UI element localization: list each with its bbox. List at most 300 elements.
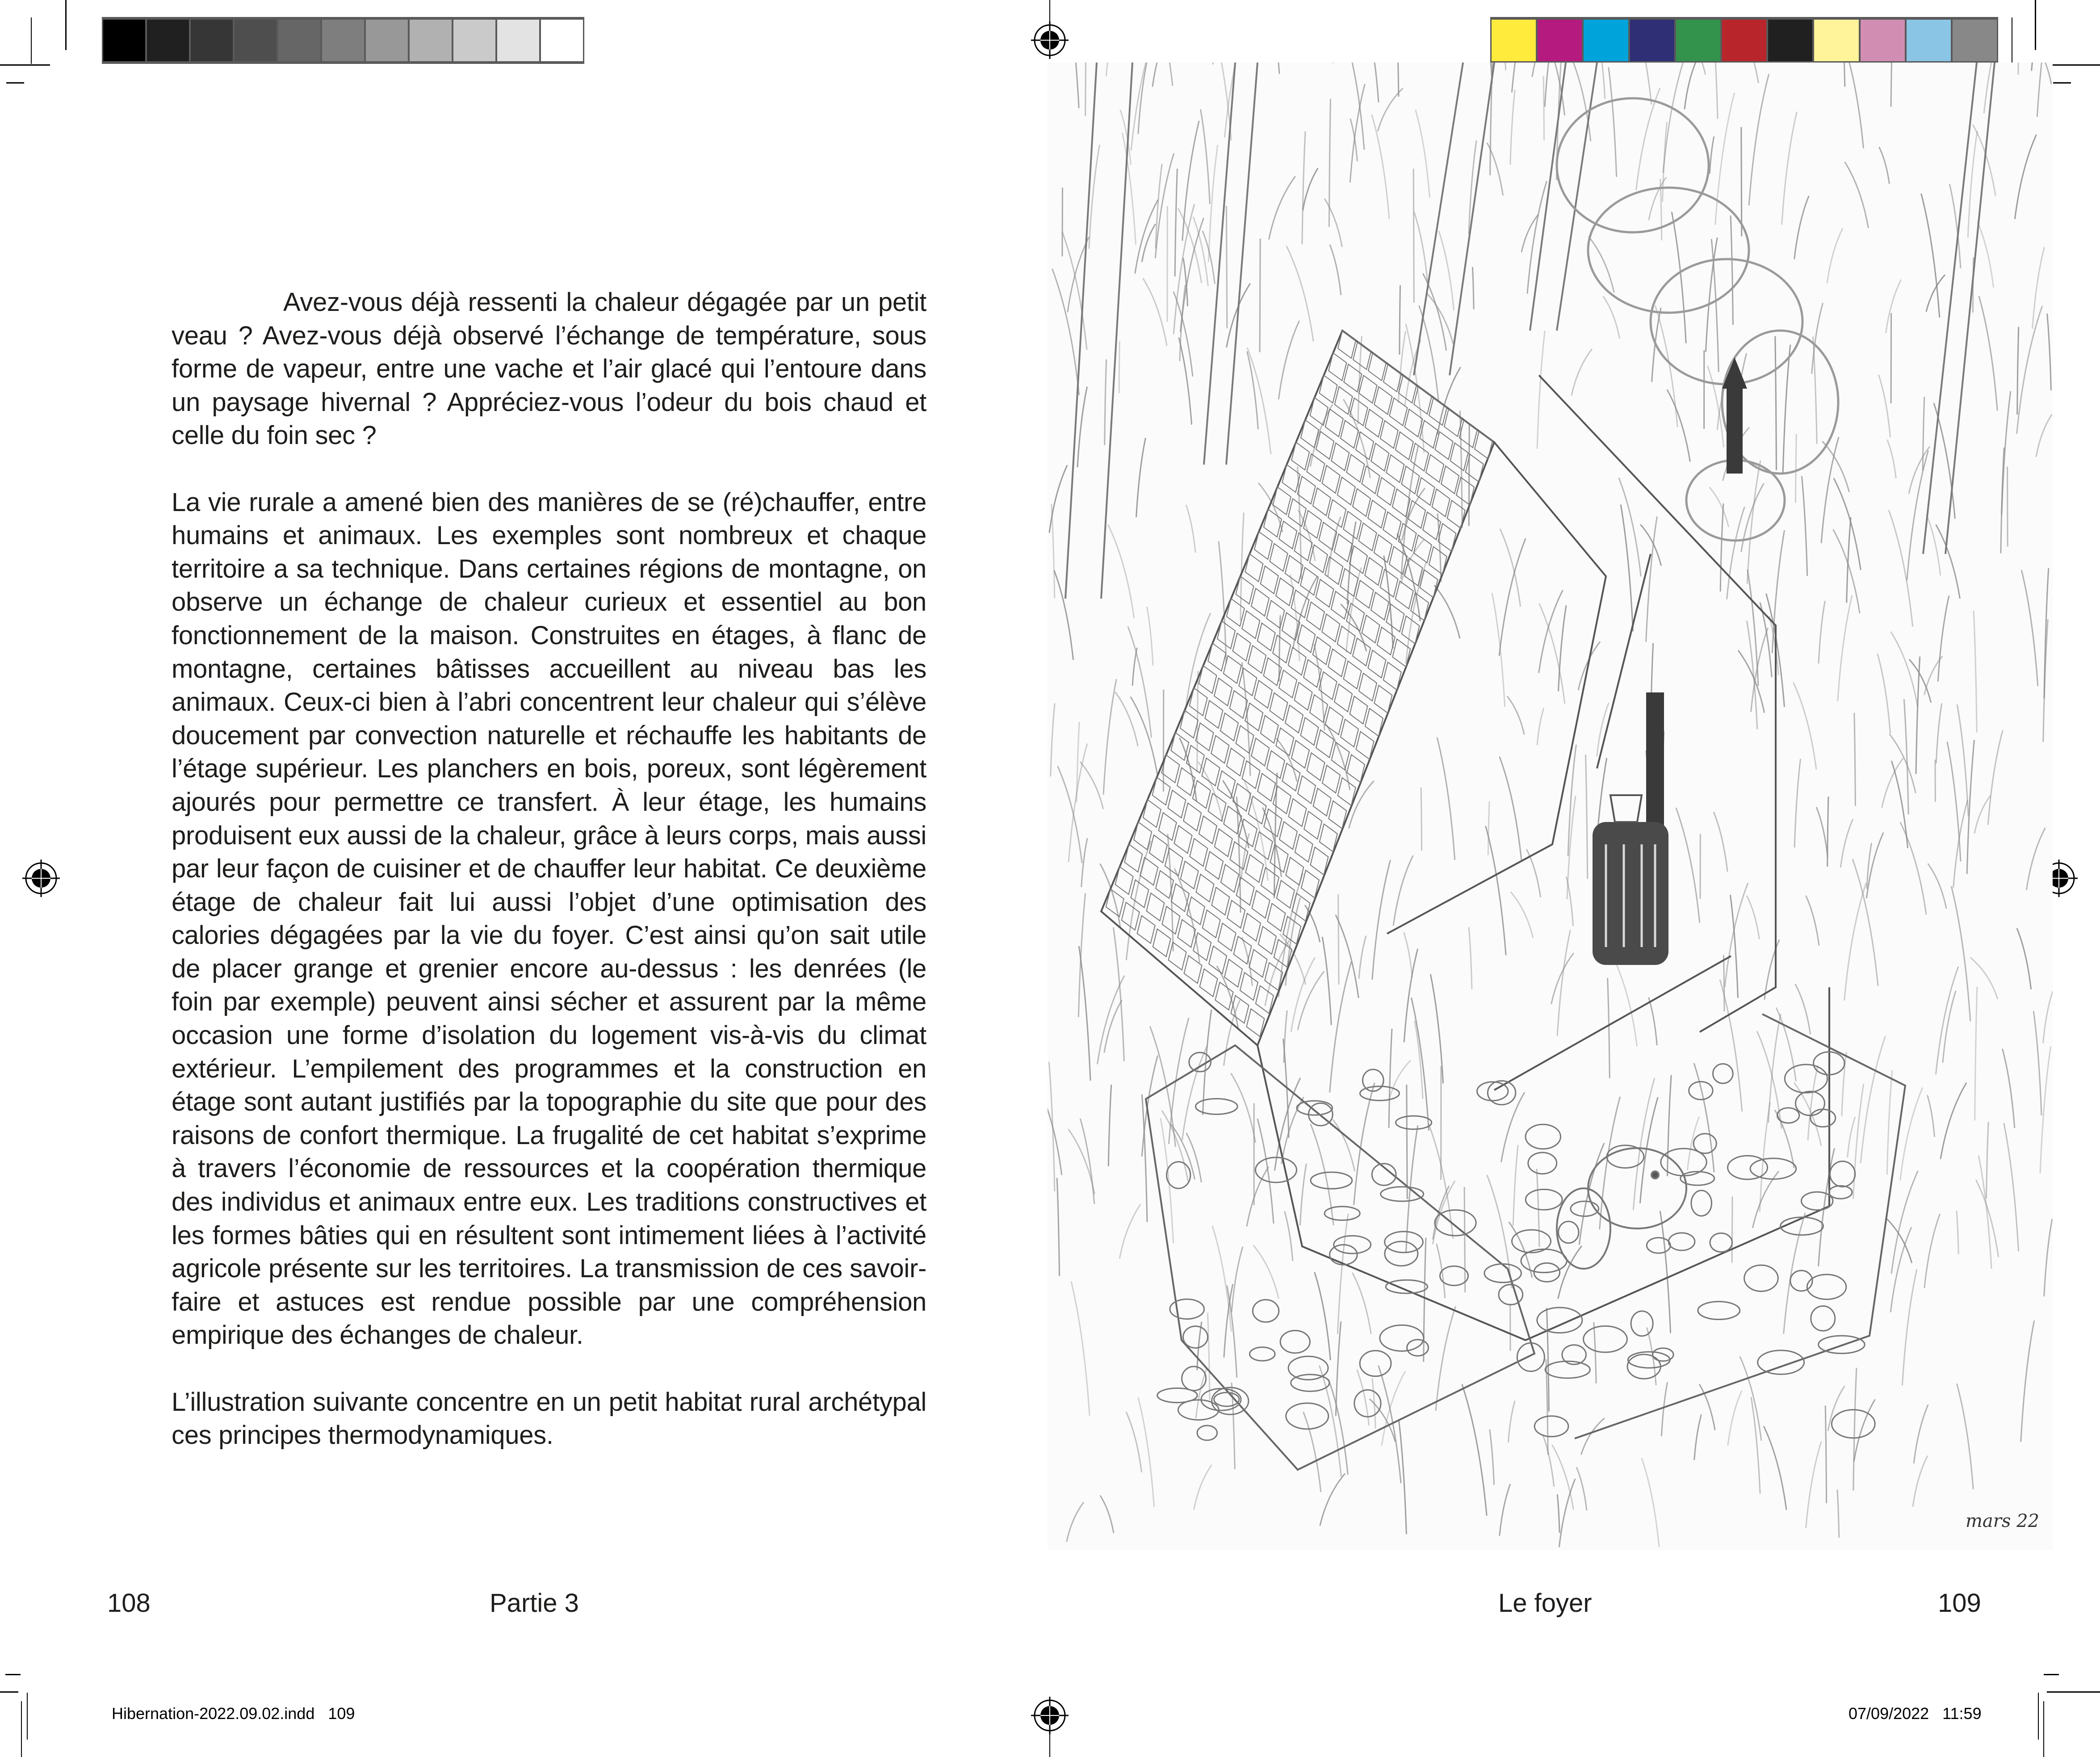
roof-shingle [1304, 811, 1322, 839]
grass-stroke [1104, 1000, 1122, 1052]
registration-mark-bottom-center [1031, 1697, 1069, 1734]
grass-stroke [1840, 820, 1853, 867]
grass-stroke [1806, 1442, 1821, 1528]
grass-stroke [1336, 1322, 1341, 1415]
roof-shingle [1221, 864, 1239, 892]
grass-stroke [1081, 1119, 1094, 1203]
grass-stroke [1844, 883, 1866, 1000]
roof-shingle [1251, 588, 1269, 616]
grass-stroke [1348, 63, 1364, 149]
grass-stroke [1838, 596, 1852, 700]
grass-stroke [1581, 1418, 1604, 1454]
grass-stroke [1738, 63, 1758, 83]
roof-shingle [1254, 680, 1272, 708]
grayscale-swatch [147, 20, 189, 61]
grass-stroke [1500, 757, 1522, 860]
roof-shingle [1332, 742, 1350, 770]
grass-stroke [1315, 1273, 1330, 1360]
grass-stroke [1712, 63, 1718, 118]
roof-shingle [1205, 851, 1223, 879]
grass-stroke [1861, 1036, 1885, 1162]
grass-stroke [1298, 972, 1324, 1029]
grass-stroke [2027, 828, 2045, 889]
roof-shingle [1242, 611, 1260, 638]
grass-stroke [1988, 731, 2003, 824]
roof-shingle [1362, 466, 1380, 494]
roof-shingle [1270, 544, 1287, 571]
roof-shingle [1307, 602, 1325, 630]
roof-shingle [1200, 969, 1218, 997]
roof-shingle [1211, 736, 1229, 763]
foundation-stone [1647, 1237, 1670, 1253]
roof-shingle [1441, 466, 1459, 494]
registration-line-bottom [1049, 1733, 1050, 1757]
roof-shingle [1165, 848, 1183, 876]
grass-stroke [1115, 692, 1138, 746]
grass-stroke [1322, 937, 1331, 1024]
roof-shingle [1217, 771, 1235, 798]
grass-stroke [1241, 834, 1249, 879]
grass-stroke [1978, 222, 1993, 287]
grass-stroke [1819, 601, 1825, 663]
roof-shingle [1258, 927, 1276, 954]
roof-shingle [1199, 816, 1217, 844]
right-running-header: Le foyer [1498, 1589, 1592, 1618]
roof-shingle [1399, 524, 1417, 551]
roof-shingle [1209, 946, 1227, 974]
grass-stroke [1372, 860, 1390, 979]
grass-stroke [2017, 929, 2031, 989]
crop-mark-bottom-left-horizontal [0, 1691, 18, 1693]
roof-shingle [1261, 868, 1279, 895]
roof-shingle [1353, 489, 1371, 516]
grass-stroke [2003, 1049, 2015, 1128]
foundation-stone [1698, 1301, 1740, 1319]
roof-shingle [1220, 713, 1238, 741]
foundation-stone [1545, 1361, 1590, 1378]
foundation-stone [1744, 1265, 1778, 1292]
grayscale-swatch [235, 20, 277, 61]
grass-stroke [1923, 397, 1924, 470]
crop-mark-bottom-left-horizontal-inner [5, 1674, 21, 1675]
roof-shingle [1240, 973, 1258, 1000]
grass-stroke [2021, 1321, 2034, 1441]
roof-shingle [1279, 670, 1297, 698]
roof-shingle [1248, 646, 1266, 673]
grass-stroke [1404, 933, 1412, 977]
roof-shingle [1368, 500, 1386, 528]
roof-shingle [1356, 432, 1374, 460]
roof-shingle [1242, 761, 1260, 788]
grass-stroke [1685, 63, 1696, 109]
foundation-stone [1627, 1354, 1660, 1379]
roof-shingle [1313, 788, 1331, 816]
process-color-swatch [1768, 20, 1812, 61]
grass-stroke [1437, 738, 1454, 860]
file-slug: Hibernation-2022.09.02.indd 109 [112, 1704, 355, 1723]
grass-stroke [1186, 505, 1195, 552]
grass-stroke [1227, 1286, 1237, 1377]
grass-stroke [1688, 63, 1705, 74]
grass-stroke [1552, 1445, 1573, 1509]
grass-stroke [1941, 1083, 1966, 1159]
grass-stroke [1329, 1380, 1348, 1474]
roof-shingle [1239, 668, 1257, 696]
grass-stroke [1359, 936, 1366, 978]
roof-shingle [1146, 893, 1164, 921]
grass-stroke [1224, 63, 1249, 137]
grass-stroke [1416, 110, 1429, 197]
roof-shingle [1208, 793, 1226, 821]
roof-shingle [1183, 803, 1201, 831]
grass-stroke [2004, 1124, 2019, 1251]
grass-stroke [1247, 348, 1270, 453]
crop-mark-bottom-left-bleed [27, 1693, 28, 1740]
grass-stroke [1500, 1484, 1510, 1535]
roof-shingle [1186, 745, 1204, 773]
grass-stroke [1727, 507, 1744, 599]
grass-stroke [1304, 1412, 1321, 1491]
grass-stroke [1775, 337, 1777, 470]
grass-stroke [1100, 1496, 1113, 1533]
foundation-stone [1182, 1367, 1206, 1391]
grass-stroke [1265, 63, 1279, 73]
grass-stroke [1878, 654, 1890, 733]
grass-stroke [1080, 762, 1103, 809]
grass-stroke [1731, 895, 1738, 997]
grass-stroke [1513, 1145, 1518, 1225]
grass-stroke [1269, 177, 1295, 239]
grass-stroke [1957, 1384, 1973, 1489]
grayscale-swatch [541, 20, 583, 61]
roof-shingle [1270, 693, 1287, 721]
roof-shingle [1273, 635, 1291, 663]
foundation-stone [1528, 1153, 1557, 1174]
foundation-stone [1829, 1186, 1852, 1199]
grass-stroke [1495, 63, 1506, 70]
grass-stroke [1330, 245, 1341, 295]
grass-stroke [1305, 906, 1320, 942]
roof-shingle [1432, 489, 1450, 517]
grass-stroke [1886, 280, 1901, 333]
grass-stroke [1201, 110, 1210, 204]
grass-stroke [2017, 306, 2042, 433]
foundation-stone [1628, 1352, 1670, 1368]
grass-stroke [1490, 1430, 1494, 1484]
foundation-stone [1811, 1109, 1836, 1127]
grass-stroke [1508, 696, 1524, 734]
process-color-swatch [1861, 20, 1905, 61]
foundation-stone [1288, 1356, 1328, 1380]
process-color-swatch [1538, 20, 1582, 61]
roof-shingle [1328, 499, 1346, 527]
crop-mark-top-right-horizontal-inner [2053, 82, 2071, 84]
grass-stroke [1753, 1172, 1778, 1228]
roof-shingle [1334, 534, 1352, 562]
crop-mark-bottom-left-vertical [21, 1701, 22, 1757]
pencil-illustration [1048, 63, 2053, 1550]
grass-stroke [1062, 188, 1063, 256]
foundation-stone [1197, 1426, 1217, 1440]
grass-stroke [1325, 199, 1342, 247]
grass-stroke [1393, 856, 1413, 925]
grass-stroke [1153, 63, 1167, 86]
grayscale-swatch [410, 20, 452, 61]
roof-shingle [1374, 387, 1392, 415]
grass-stroke [1311, 405, 1333, 466]
roof-shingle [1404, 409, 1422, 437]
roof-shingle [1227, 748, 1245, 776]
grass-stroke [1143, 279, 1167, 345]
grass-stroke [1142, 225, 1155, 262]
grass-stroke [1667, 390, 1690, 461]
grass-stroke [1891, 1171, 1918, 1273]
roof-shingle [1328, 649, 1346, 677]
grass-stroke [1537, 331, 1545, 448]
roof-shingle [1236, 725, 1254, 753]
roof-shingle [1337, 477, 1355, 505]
grass-stroke [1928, 864, 1946, 908]
grass-stroke [1291, 958, 1314, 1031]
grass-stroke [1510, 90, 1515, 164]
grass-stroke [1108, 525, 1134, 618]
grayscale-swatch [191, 20, 233, 61]
grass-stroke [1887, 1071, 1892, 1174]
left-page-body-text [172, 286, 926, 1452]
roof-shingle [1426, 455, 1444, 482]
roof-shingle [1365, 409, 1383, 437]
grass-stroke [1175, 169, 1177, 276]
grass-stroke [1619, 478, 1641, 576]
grass-stroke [1464, 1187, 1465, 1292]
process-color-bar [1490, 17, 1998, 64]
roof-shingle [1386, 455, 1404, 482]
roof-shingle [1279, 822, 1297, 849]
roof-shingle [1196, 723, 1214, 751]
grass-stroke [1499, 539, 1525, 655]
grass-stroke [1928, 1095, 1935, 1136]
grass-stroke [1834, 478, 1861, 569]
grass-stroke [1975, 987, 1977, 1120]
grass-stroke [1054, 571, 1073, 659]
roof-shingle [1298, 476, 1316, 504]
grass-stroke [1714, 813, 1727, 872]
grass-stroke [1636, 88, 1660, 190]
roof-shingle [1171, 884, 1189, 911]
roof-shingle [1149, 835, 1167, 863]
foundation-stone [1499, 1284, 1523, 1304]
roof-shingle [1211, 887, 1229, 915]
roof-shingle [1310, 695, 1328, 722]
roof-shingle [1331, 443, 1349, 471]
grass-stroke [1597, 63, 1605, 98]
grass-stroke [1782, 112, 1797, 224]
grass-stroke [2044, 1220, 2052, 1296]
grass-stroke [1853, 860, 1878, 985]
roof-shingle [1356, 580, 1374, 608]
foundation-stone [1758, 1350, 1804, 1375]
grass-stroke [1794, 683, 1816, 769]
stove [1593, 692, 1668, 965]
grass-stroke [1537, 1169, 1539, 1246]
grass-stroke [1907, 451, 1928, 580]
grass-stroke [1537, 709, 1543, 745]
grass-stroke [1723, 956, 1724, 1011]
grass-stroke [2043, 992, 2053, 1043]
grass-stroke [1886, 1218, 1912, 1262]
grass-stroke [1615, 962, 1637, 1046]
roof-shingle [1267, 903, 1285, 931]
grass-stroke [1764, 1427, 1786, 1510]
foundation-stone [1253, 1300, 1278, 1322]
registration-line-top [1049, 0, 1050, 22]
grass-stroke [1621, 505, 1633, 630]
grass-stroke [1749, 75, 1769, 205]
grass-stroke [1180, 285, 1185, 361]
crop-mark-top-left-bleed [31, 17, 32, 64]
roof-shingle [1282, 763, 1300, 791]
roof-shingle [1368, 650, 1386, 678]
grass-stroke [1232, 1247, 1243, 1312]
grass-stroke [1891, 63, 1892, 106]
roof-shingle [1396, 581, 1413, 609]
grass-stroke [1241, 513, 1244, 621]
foundation-stone [1631, 1311, 1653, 1336]
grass-stroke [1128, 627, 1151, 737]
grass-stroke [1609, 68, 1617, 176]
left-page-number: 108 [107, 1589, 151, 1618]
grass-stroke [1147, 607, 1153, 665]
house-roof [1101, 331, 1494, 1045]
grass-stroke [1642, 1459, 1659, 1546]
roof-shingle [1162, 906, 1180, 934]
roof-shingle [1297, 625, 1315, 652]
grass-stroke [1971, 958, 1998, 998]
crop-mark-top-left-vertical [65, 0, 67, 50]
grass-stroke [1413, 169, 1414, 302]
roof-shingle [1359, 375, 1377, 403]
grass-stroke [1794, 196, 1809, 258]
grass-stroke [2033, 1011, 2041, 1115]
roof-shingle [1325, 557, 1343, 584]
grass-stroke [1720, 504, 1723, 591]
roof-shingle [1215, 829, 1232, 856]
grass-stroke [1338, 895, 1339, 984]
grass-stroke [1367, 63, 1379, 102]
grass-stroke [1557, 1495, 1559, 1532]
grass-stroke [1071, 1282, 1090, 1415]
foundation-stone [1170, 1299, 1204, 1319]
roof-shingle [1266, 600, 1284, 628]
grass-stroke [1311, 1124, 1333, 1225]
roof-shingle [1257, 623, 1275, 651]
grass-stroke [1330, 962, 1351, 1092]
process-color-swatch [1492, 20, 1536, 61]
grass-stroke [1585, 755, 1587, 878]
foundation-stone [1785, 1065, 1827, 1093]
roof-shingle [1196, 874, 1214, 902]
foundation-stone [1512, 1230, 1551, 1253]
timestamp-slug: 07/09/2022 11:59 [1849, 1704, 1982, 1723]
grass-stroke [1389, 1029, 1392, 1128]
grass-stroke [1594, 1323, 1596, 1383]
foundation-stone [1195, 1099, 1237, 1114]
grass-stroke [1069, 1130, 1094, 1194]
grass-stroke [1282, 1098, 1304, 1163]
grass-stroke [1853, 1084, 1864, 1198]
foundation-stone [1380, 1325, 1424, 1351]
roof-shingle [1359, 673, 1377, 701]
roof-shingle [1261, 716, 1278, 743]
grass-stroke [1488, 802, 1489, 855]
roof-shingle [1313, 488, 1331, 516]
roof-shingle [1343, 512, 1361, 539]
artist-signature: mars 22 [1965, 1511, 2039, 1531]
process-color-swatch [1676, 20, 1720, 61]
grass-stroke [1492, 593, 1505, 706]
roof-shingle [1350, 696, 1367, 724]
house-cutaway-drawing [1048, 63, 2053, 1550]
grass-stroke [1828, 1386, 1844, 1430]
grass-stroke [1608, 978, 1610, 1078]
grass-stroke [1501, 1093, 1525, 1162]
paragraph-main: La vie rurale a amené bien des manières de se (ré)chauffer, entre humains et animaux. Les exemples sont nombreux et chaque territoire a sa technique. Dans certaines régions de montagne, on observe un échange de chaleur curieux et essentiel au bon fonctionnement de la maison. Construites en étages, à flanc de montagne, certaines bâtisses accueillent au niveau bas les animaux. Ceux-ci bien à l’abri concentrent leur chaleur qui s’élève doucement par convection naturelle et réchauffe les habitants de l’étage supérieur. Les planchers en bois, poreux, sont légèrement ajourés pour permettre ce transfert. À leur étage, les humains produisent eux aussi de la chaleur, grâce à leurs corps, mais aussi par leur façon de cuisiner et de chauffer leur habitat. Ce deuxième étage de chaleur fait lui aussi l’objet d’une optimisation des calories dégagées par la vie du foyer. C’est ainsi qu’on sait utile de placer grange et grenier encore au-dessus : les denrées (le foin par exemple) peuvent ainsi sécher et assurent par la même occasion une forme d’isolation du logement vis-à-vis du climat extérieur. L’empilement des programmes et la construction en étage sont autant justifiés par la topographie du site que pour des raisons de confort thermique. La frugalité de cet habitat s’exprime à travers l’économie de ressources et la coopération thermique des individus et animaux entre eux. Les traditions constructives et les formes bâties qui en résultent sont intimement liées à l’activité agricole présente sur les territoires. La transmission de ces savoir-faire et astuces est rendue possible par une compréhension empirique des échanges de chaleur. [172, 487, 926, 1350]
crop-mark-bottom-right-vertical [2043, 1701, 2044, 1757]
foundation-stone [1801, 1192, 1832, 1210]
grass-stroke [1156, 164, 1162, 248]
grass-stroke [1136, 438, 1145, 516]
grass-stroke [1147, 63, 1173, 85]
foundation-stone [1832, 1410, 1875, 1438]
foundation-stone [1249, 1347, 1275, 1361]
roof-shingle [1346, 454, 1364, 482]
roof-shingle [1371, 443, 1389, 471]
foundation-stone [1286, 1403, 1329, 1429]
roof-shingle [1205, 700, 1223, 728]
grass-stroke [1508, 1401, 1514, 1442]
grass-stroke [1936, 704, 1941, 763]
foundation-stone [1477, 1082, 1508, 1101]
grass-stroke [1974, 796, 1990, 833]
grass-stroke [1285, 1212, 1293, 1261]
roof-shingle [1374, 535, 1392, 562]
process-color-swatch [1722, 20, 1766, 61]
roof-shingle [1341, 719, 1358, 747]
grass-stroke [1226, 206, 1227, 327]
grass-stroke [2002, 392, 2011, 514]
grass-stroke [1879, 375, 1890, 436]
grass-stroke [2017, 327, 2019, 414]
grass-stroke [1938, 596, 1949, 681]
roof-shingle [1251, 738, 1269, 766]
foundation-stone [1440, 1266, 1468, 1285]
roof-shingle [1190, 839, 1207, 866]
roof-shingle [1325, 707, 1343, 735]
roof-shingle [1417, 478, 1435, 505]
grass-stroke [1720, 980, 1742, 1111]
grass-stroke [1900, 822, 1926, 914]
grass-stroke [1916, 657, 1920, 773]
roof-shingle [1214, 678, 1232, 706]
grass-stroke [1987, 1123, 1989, 1198]
grass-stroke [1661, 1383, 1667, 1436]
grass-stroke [1936, 967, 1958, 1074]
grass-stroke [1077, 722, 1079, 801]
roof-shingle [1131, 880, 1149, 908]
foundation-stone [1526, 1189, 1562, 1210]
roof-shingle [1322, 765, 1340, 793]
grass-stroke [1968, 131, 1977, 237]
